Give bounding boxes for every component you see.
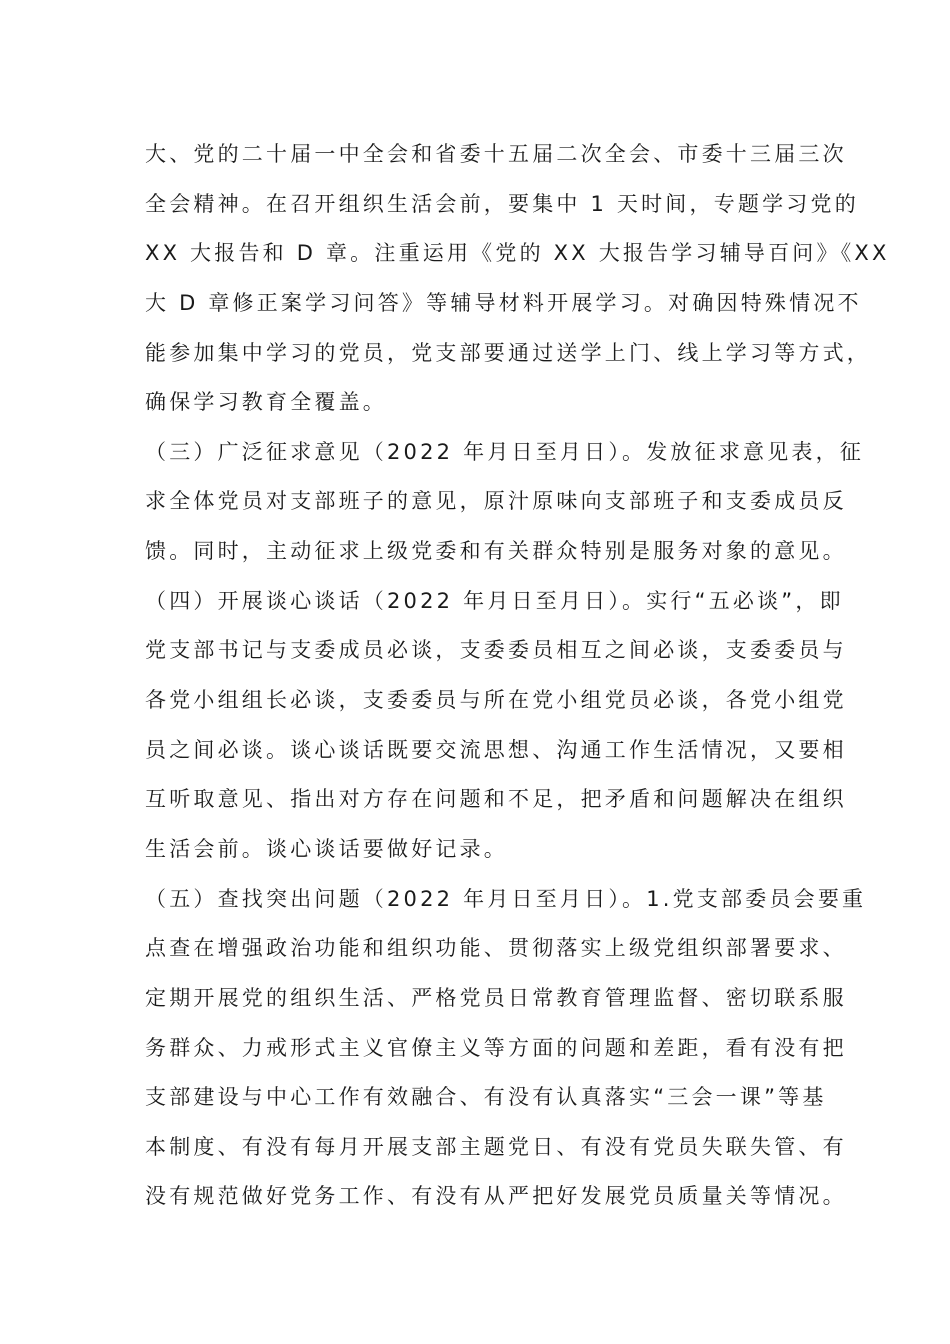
- text-line: 确保学习教育全覆盖。: [145, 390, 387, 415]
- section-heading-line: （三）广泛征求意见（2022 年月日至月日）。发放征求意见表，征: [145, 439, 865, 464]
- section-heading-line: （五）查找突出问题（2022 年月日至月日）。1.党支部委员会要重: [145, 886, 867, 911]
- text-line: 没有规范做好党务工作、有没有从严把好发展党员质量关等情况。: [145, 1184, 847, 1209]
- text-line: 大、党的二十届一中全会和省委十五届二次全会、市委十三届三次: [145, 142, 847, 166]
- text-line: 党支部书记与支委成员必谈，支委委员相互之间必谈，支委委员与: [145, 638, 847, 663]
- section-heading-line: （四）开展谈心谈话（2022 年月日至月日）。实行“五必谈”，即: [145, 588, 844, 613]
- body-text: [145, 130, 890, 1222]
- text-line: 点查在增强政治功能和组织功能、贯彻落实上级党组织部署要求、: [145, 936, 847, 961]
- text-line: 能参加集中学习的党员，党支部要通过送学上门、线上学习等方式，: [145, 340, 871, 365]
- text-line: 馈。同时，主动征求上级党委和有关群众特别是服务对象的意见。: [145, 539, 847, 564]
- text-line: 员之间必谈。谈心谈话既要交流思想、沟通工作生活情况，又要相: [145, 737, 847, 762]
- text-line: 求全体党员对支部班子的意见，原汁原味向支部班子和支委成员反: [145, 489, 847, 514]
- text-line: 各党小组组长必谈，支委委员与所在党小组党员必谈，各党小组党: [145, 688, 847, 713]
- text-line: 定期开展党的组织生活、严格党员日常教育管理监督、密切联系服: [145, 985, 847, 1010]
- text-line: 互听取意见、指出对方存在问题和不足，把矛盾和问题解决在组织: [145, 787, 847, 812]
- text-line: 务群众、力戒形式主义官僚主义等方面的问题和差距，看有没有把: [145, 1035, 847, 1060]
- text-line: 生活会前。谈心谈话要做好记录。: [145, 836, 508, 861]
- text-line: 本制度、有没有每月开展支部主题党日、有没有党员失联失管、有: [145, 1134, 847, 1159]
- text-line: XX 大报告和 D 章。注重运用《党的 XX 大报告学习辅导百问》《XX: [145, 241, 890, 266]
- text-line: 支部建设与中心工作有效融合、有没有认真落实“三会一课”等基: [145, 1085, 827, 1110]
- text-line: 大 D 章修正案学习问答》等辅导材料开展学习。对确因特殊情况不: [145, 290, 862, 315]
- text-line: 全会精神。在召开组织生活会前，要集中 1 天时间，专题学习党的: [145, 191, 859, 216]
